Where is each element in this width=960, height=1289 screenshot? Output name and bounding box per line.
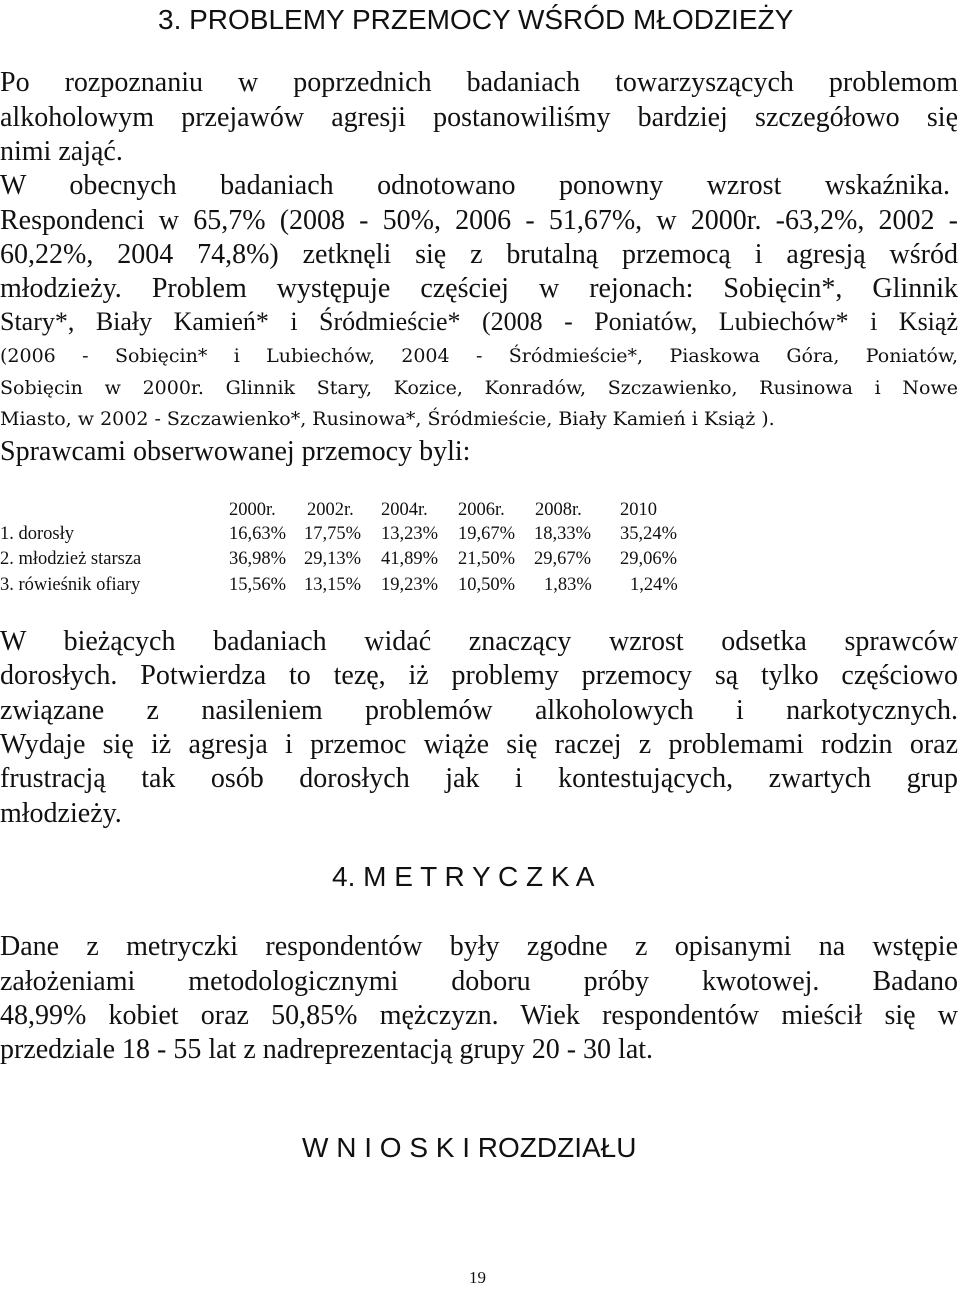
- paragraph-line: Miasto, w 2002 - Szczawienko*, Rusinowa*, Śródmieście, Biały Kamień i Książ ).: [0, 408, 775, 430]
- paragraph-line: Wydaje się iż agresja i przemoc wiąże się raczej z problemami rodzin oraz: [0, 729, 958, 760]
- year-header: 2006r.: [458, 500, 505, 520]
- year-header: 2000r.: [229, 500, 276, 520]
- table-cell: 15,56%: [229, 575, 287, 595]
- table-cell: 36,98%: [229, 549, 287, 569]
- paragraph-line: związane z nasileniem problemów alkoholowych i narkotycznych.: [0, 695, 958, 726]
- paragraph-line: (2006 - Sobięcin* i Lubiechów, 2004 - Śródmieście*, Piaskowa Góra, Poniatów,: [0, 345, 958, 367]
- table-cell: 17,75%: [304, 524, 362, 544]
- row-label: 1. dorosły: [0, 524, 74, 544]
- table-cell: 10,50%: [458, 575, 516, 595]
- table-cell: 19,23%: [381, 575, 439, 595]
- year-header: 2010: [620, 500, 657, 520]
- section-4-title: 4. M E T R Y C Z K A: [332, 861, 595, 892]
- paragraph-line: młodzieży.: [0, 798, 122, 829]
- paragraph-line: młodzieży. Problem występuje częściej w rejonach: Sobięcin*, Glinnik: [0, 273, 958, 304]
- table-cell: 21,50%: [458, 549, 516, 569]
- paragraph-line: Dane z metryczki respondentów były zgodne z opisanymi na wstępie: [0, 931, 958, 962]
- year-header: 2004r.: [381, 500, 428, 520]
- paragraph-line: 48,99% kobiet oraz 50,85% mężczyzn. Wiek respondentów mieścił się w: [0, 1000, 958, 1031]
- table-cell: 18,33%: [534, 524, 592, 544]
- paragraph-line: 60,22%, 2004 74,8%) zetknęli się z brutalną przemocą i agresją wśród: [0, 239, 958, 270]
- paragraph-line: Sprawcami obserwowanej przemocy byli:: [0, 436, 471, 467]
- page-number: 19: [469, 1268, 486, 1287]
- paragraph-line: założeniami metodologicznymi doboru próby kwotowej. Badano: [0, 966, 958, 997]
- paragraph-line: W bieżących badaniach widać znaczący wzrost odsetka sprawców: [0, 626, 958, 657]
- row-label: 3. rówieśnik ofiary: [0, 575, 141, 595]
- paragraph-line: W obecnych badaniach odnotowano ponowny wzrost wskaźnika.: [0, 170, 950, 201]
- paragraph-line: Respondenci w 65,7% (2008 - 50%, 2006 - 51,67%, w 2000r. -63,2%, 2002 -: [0, 205, 958, 236]
- section-3-title: 3. PROBLEMY PRZEMOCY WŚRÓD MŁODZIEŻY: [158, 4, 794, 35]
- table-cell: 19,67%: [458, 524, 516, 544]
- table-cell: 41,89%: [381, 549, 439, 569]
- paragraph-line: dorosłych. Potwierdza to tezę, iż problemy przemocy są tylko częściowo: [0, 660, 958, 691]
- section-5-title: W N I O S K I ROZDZIAŁU: [302, 1132, 637, 1163]
- table-cell: 16,63%: [229, 524, 287, 544]
- paragraph-line: przedziale 18 - 55 lat z nadreprezentacją grupy 20 - 30 lat.: [0, 1034, 654, 1065]
- table-cell: 29,13%: [304, 549, 362, 569]
- table-cell: 1,83%: [544, 575, 592, 595]
- paragraph-line: Po rozpoznaniu w poprzednich badaniach towarzyszących problemom: [0, 67, 958, 98]
- paragraph-line: Sobięcin w 2000r. Glinnik Stary, Kozice, Konradów, Szczawienko, Rusinowa i Nowe: [0, 377, 958, 399]
- paragraph-line: nimi zająć.: [0, 136, 123, 167]
- year-header: 2008r.: [535, 500, 582, 520]
- table-cell: 13,15%: [304, 575, 362, 595]
- table-cell: 29,67%: [534, 549, 592, 569]
- table-cell: 13,23%: [381, 524, 439, 544]
- paragraph-line: frustracją tak osób dorosłych jak i kontestujących, zwartych grup: [0, 763, 958, 794]
- paragraph-line: Stary*, Biały Kamień* i Śródmieście* (2008 - Poniatów, Lubiechów* i Książ: [0, 307, 958, 336]
- table-cell: 29,06%: [620, 549, 678, 569]
- paragraph-line: alkoholowym przejawów agresji postanowiliśmy bardziej szczegółowo się: [0, 102, 958, 133]
- year-header: 2002r.: [307, 500, 354, 520]
- table-cell: 35,24%: [620, 524, 678, 544]
- table-cell: 1,24%: [630, 575, 678, 595]
- row-label: 2. młodzież starsza: [0, 549, 142, 569]
